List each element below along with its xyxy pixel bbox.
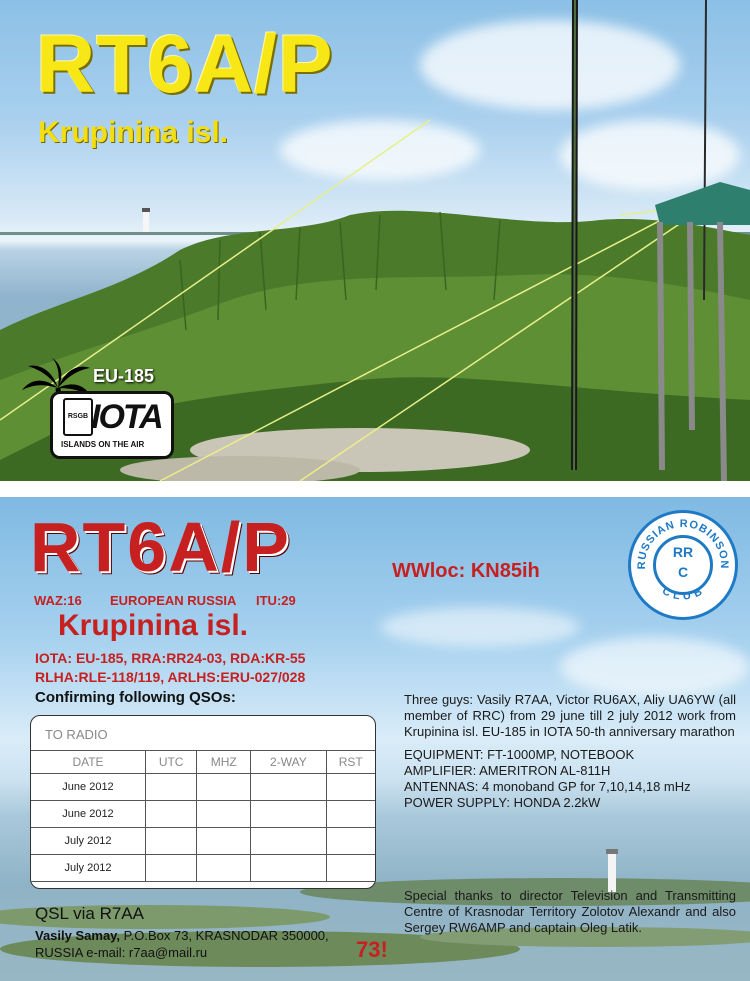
table-row [31, 801, 375, 828]
header-date: DATE [31, 751, 146, 774]
logo-ring-top-text: RUSSIAN ROBINSON [635, 517, 731, 570]
callsign-title: RT6A/P [36, 19, 334, 110]
qso-rst [326, 828, 375, 855]
qso-date: July 2012 [31, 855, 146, 882]
header-mhz: MHZ [197, 751, 251, 774]
header-rst: RST [326, 751, 375, 774]
thanks-text: Special thanks to director Television and Transmitting Centre of Krasnodar Territory Zolotov Alexandr and also Sergey RW6AMP and captain Oleg Latik. [404, 888, 736, 935]
waz-zone: WAZ:16 [34, 593, 82, 608]
qso-mhz [197, 774, 251, 801]
region-name: EUROPEAN RUSSIA [110, 593, 237, 608]
qso-header-row [31, 751, 375, 774]
award-references-line1: IOTA: EU-185, RRA:RR24-03, RDA:KR-55 [35, 650, 306, 666]
qso-rst [326, 855, 375, 882]
power-supply-line: POWER SUPPLY: HONDA 2.2kW [404, 795, 601, 810]
qso-table-box [30, 715, 376, 889]
operator-name: Vasily Samay, [35, 928, 121, 943]
mailing-address [35, 927, 355, 961]
header-utc: UTC [146, 751, 197, 774]
qsl-card-front [0, 0, 750, 481]
address-line1: P.O.Box 73, KRASNODAR 350000, [120, 928, 329, 943]
rrc-club-logo [628, 510, 738, 620]
iota-logo-word: IOTA [91, 398, 162, 436]
logo-letters-rr: RR [672, 544, 694, 560]
equipment-list [404, 747, 691, 811]
callsign-title: RT6A/P [30, 508, 291, 586]
qso-mhz [197, 855, 251, 882]
qsl-via: QSL via R7AA [35, 904, 144, 923]
qso-rst [326, 801, 375, 828]
wwloc-locator: WWloc: KN85ih [392, 560, 540, 582]
qso-date: July 2012 [31, 828, 146, 855]
qsl-card-back [0, 497, 750, 981]
equipment-line: EQUIPMENT: FT-1000MP, NOTEBOOK [404, 747, 635, 762]
confirm-heading: Confirming following QSOs: [35, 689, 236, 706]
qso-rst [326, 774, 375, 801]
island-name: Krupinina isl. [58, 609, 249, 642]
award-references-line2: RLHA:RLE-118/119, ARLHS:ERU-027/028 [35, 669, 306, 685]
table-row [31, 855, 375, 882]
iota-logo-subtitle: ISLANDS ON THE AIR [61, 440, 145, 449]
qso-2way [251, 855, 326, 882]
to-radio-label: TO RADIO [45, 727, 108, 742]
sign-off: 73! [356, 937, 388, 962]
qso-2way [251, 774, 326, 801]
logo-letter-c: C [677, 564, 689, 580]
rsgb-badge: RSGB [63, 398, 93, 436]
qso-2way [251, 801, 326, 828]
island-name: Krupinina isl. [38, 116, 229, 149]
expedition-description: Three guys: Vasily R7AA, Victor RU6AX, Aliy UA6YW (all member of RRC) from 29 june till 2 july 2012 work from Krupinina isl. EU-185 in IOTA 50-th anniversary marathon [404, 692, 736, 739]
table-row [31, 774, 375, 801]
qso-2way [251, 828, 326, 855]
qso-mhz [197, 801, 251, 828]
amplifier-line: AMPLIFIER: AMERITRON AL-811H [404, 763, 611, 778]
qso-utc [146, 828, 197, 855]
qso-date: June 2012 [31, 801, 146, 828]
antennas-line: ANTENNAS: 4 monoband GP for 7,10,14,18 mHz [404, 779, 691, 794]
logo-ring-bottom-text: CLUB [660, 584, 706, 603]
iota-logo [50, 391, 174, 459]
itu-zone: ITU:29 [256, 593, 296, 608]
iota-reference: EU-185 [93, 366, 155, 386]
address-line2: RUSSIA e-mail: r7aa@mail.ru [35, 945, 208, 960]
qso-utc [146, 855, 197, 882]
qso-date: June 2012 [31, 774, 146, 801]
qso-table [31, 750, 375, 882]
qso-utc [146, 774, 197, 801]
logo-center [653, 535, 713, 595]
table-row [31, 828, 375, 855]
qso-utc [146, 801, 197, 828]
qso-mhz [197, 828, 251, 855]
header-2way: 2-WAY [251, 751, 326, 774]
